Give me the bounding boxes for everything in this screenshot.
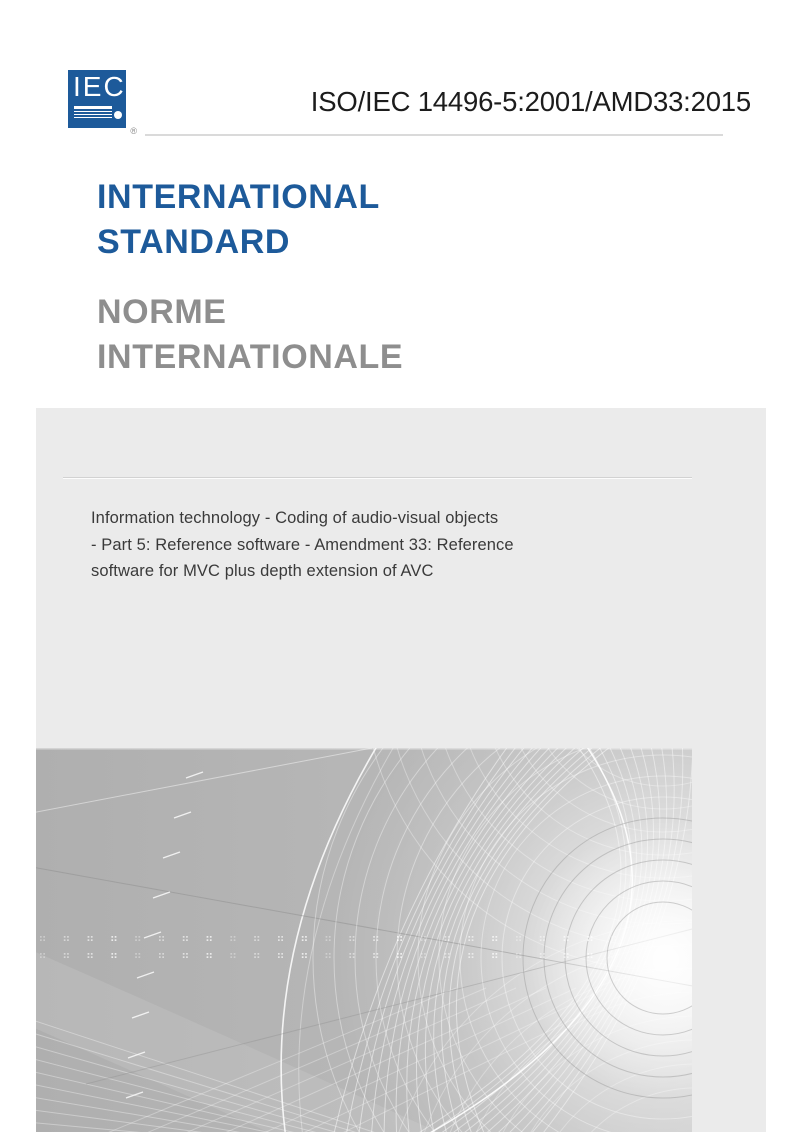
iec-logo-dot — [114, 111, 122, 119]
document-number: ISO/IEC 14496-5:2001/AMD33:2015 — [310, 86, 751, 117]
title-french — [97, 290, 403, 380]
iec-logo-lines — [74, 106, 112, 120]
subject-panel-divider — [63, 477, 692, 478]
iec-logo — [68, 70, 137, 136]
title-french-line1: NORME — [97, 293, 227, 331]
title-english — [97, 175, 380, 265]
subject-line3: software for MVC plus depth extension of AVC — [91, 562, 434, 580]
subject-line2: - Part 5: Reference software - Amendment 33: Reference — [91, 535, 514, 554]
cover-artwork-guilloche — [36, 748, 692, 1132]
header-divider — [145, 134, 723, 136]
title-english-line2: STANDARD — [97, 223, 291, 261]
subject-title — [91, 505, 514, 585]
iec-logo-text: IEC — [73, 71, 126, 102]
title-french-line2: INTERNATIONALE — [97, 338, 404, 376]
subject-line1: Information technology - Coding of audio-visual objects — [91, 509, 499, 527]
registered-trademark-symbol: ® — [130, 126, 137, 136]
subject-panel — [36, 408, 766, 1132]
title-english-line1: INTERNATIONAL — [97, 178, 380, 216]
